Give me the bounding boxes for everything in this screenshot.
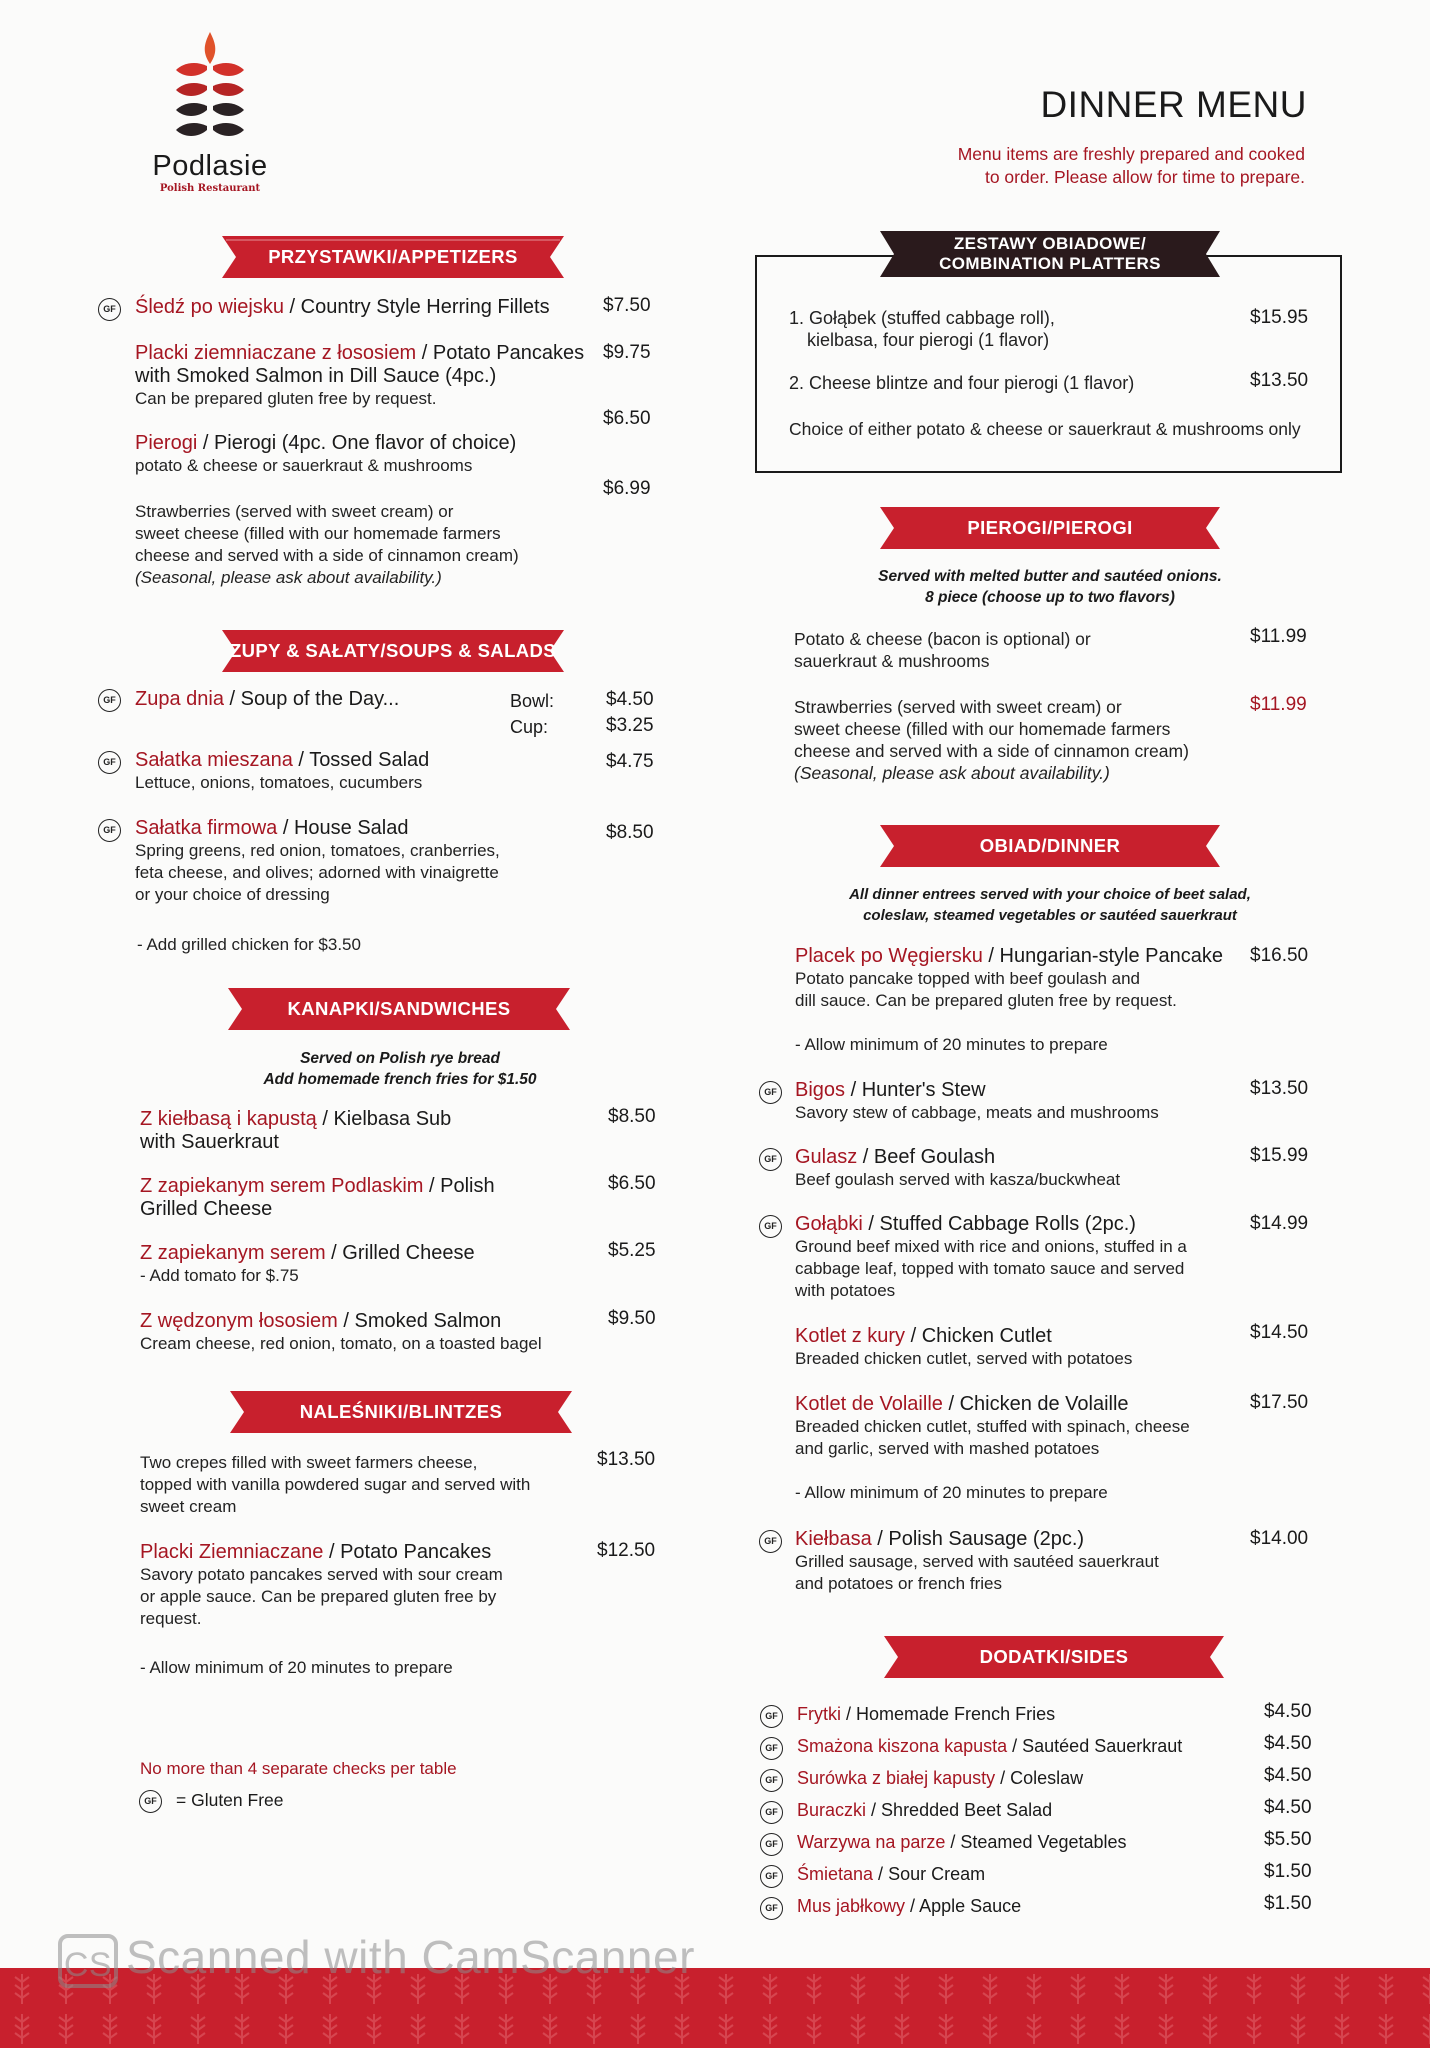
side-item-beet-salad: Buraczki / Shredded Beet Salad bbox=[797, 1800, 1053, 1820]
item-price: $6.50 bbox=[608, 1173, 656, 1194]
item-price: $15.99 bbox=[1250, 1145, 1309, 1166]
item-price: $14.50 bbox=[1250, 1322, 1309, 1343]
wheat-flame-icon bbox=[170, 30, 250, 148]
item-price: $17.50 bbox=[1250, 1392, 1309, 1413]
banner-sandwiches: KANAPKI/SANDWICHES bbox=[228, 988, 570, 1030]
side-item-coleslaw: Surówka z białej kapusty / Coleslaw bbox=[797, 1768, 1084, 1788]
menu-item-polish-grilled-cheese: Z zapiekanym serem Podlaskim / Polish Grilled Cheese bbox=[140, 1175, 495, 1220]
item-price: $12.50 bbox=[597, 1540, 656, 1561]
item-price: $1.50 bbox=[1264, 1893, 1312, 1914]
side-item-sauerkraut: Smażona kiszona kapusta / Sautéed Sauerkraut bbox=[797, 1736, 1183, 1756]
item-price: $4.50 bbox=[1264, 1733, 1312, 1754]
combo-note: Choice of either potato & cheese or sauerkraut & mushrooms only bbox=[789, 419, 1301, 439]
gluten-free-icon: GF bbox=[760, 1897, 783, 1920]
menu-item-potato-pancakes-salmon: Placki ziemniaczane z łososiem / Potato Pancakes with Smoked Salmon in Dill Sauce (4pc.) Can be prepared gluten free by request. bbox=[135, 342, 585, 408]
camscanner-watermark: CS Scanned with CamScanner bbox=[58, 1930, 695, 1988]
gluten-free-icon: GF bbox=[98, 298, 121, 321]
dinner-item-gulasz: Gulasz / Beef Goulash Beef goulash served with kasza/buckwheat bbox=[795, 1146, 1121, 1189]
item-price: $8.50 bbox=[606, 822, 654, 843]
side-item-fries: Frytki / Homemade French Fries bbox=[797, 1704, 1056, 1724]
menu-item-sweet-pierogi: Strawberries (served with sweet cream) or sweet cheese (filled with our homemade farmers cheese and served with a side of cinnamon cream) (Seasonal, please ask about availability.) bbox=[135, 502, 519, 587]
dinner-item-kielbasa: Kiełbasa / Polish Sausage (2pc.) Grilled sausage, served with sautéed sauerkraut and potatoes or french fries bbox=[795, 1528, 1159, 1593]
banner-pierogi: PIEROGI/PIEROGI bbox=[880, 507, 1220, 549]
item-price: $4.50 bbox=[1264, 1797, 1312, 1818]
gluten-free-icon: GF bbox=[760, 1737, 783, 1760]
banner-soups-salads: ZUPY & SAŁATY/SOUPS & SALADS bbox=[222, 630, 564, 672]
item-price: $1.50 bbox=[1264, 1861, 1312, 1882]
menu-item-house-salad: Sałatka firmowa / House Salad Spring greens, red onion, tomatoes, cranberries, feta cheese, and olives; adorned with vinaigrette or your choice of dressing bbox=[135, 817, 500, 904]
item-price: $5.25 bbox=[608, 1240, 656, 1261]
checks-note: No more than 4 separate checks per table bbox=[140, 1759, 457, 1778]
item-price: $9.50 bbox=[608, 1308, 656, 1329]
gluten-free-icon: GF bbox=[760, 1705, 783, 1728]
item-price: $7.50 bbox=[603, 295, 651, 316]
banner-appetizers: PRZYSTAWKI/APPETIZERS bbox=[222, 236, 564, 278]
camscanner-logo-icon: CS bbox=[58, 1934, 118, 1988]
restaurant-tagline: Polish Restaurant bbox=[159, 183, 261, 194]
menu-item-kielbasa-sub: Z kiełbasą i kapustą / Kielbasa Sub with Sauerkraut bbox=[140, 1108, 452, 1153]
gluten-free-icon: GF bbox=[759, 1215, 782, 1238]
item-price: $5.50 bbox=[1264, 1829, 1312, 1850]
soup-cup-price: $3.25 bbox=[606, 715, 654, 736]
gluten-free-icon: GF bbox=[759, 1081, 782, 1104]
item-price: $13.50 bbox=[597, 1449, 656, 1470]
item-price: $14.00 bbox=[1250, 1528, 1309, 1549]
side-item-vegetables: Warzywa na parze / Steamed Vegetables bbox=[797, 1832, 1127, 1852]
item-price: $8.50 bbox=[608, 1106, 656, 1127]
item-price: $15.95 bbox=[1250, 307, 1309, 328]
gluten-free-icon: GF bbox=[760, 1801, 783, 1824]
item-price: $16.50 bbox=[1250, 945, 1309, 966]
item-price: $6.50 bbox=[603, 408, 651, 429]
menu-item-smoked-salmon: Z wędzonym łososiem / Smoked Salmon Cream cheese, red onion, tomato, on a toasted bagel bbox=[140, 1310, 542, 1353]
sandwiches-note: Served on Polish rye bread Add homemade french fries for $1.50 bbox=[263, 1050, 537, 1088]
blintzes-prep-note: - Allow minimum of 20 minutes to prepare bbox=[140, 1658, 453, 1677]
dinner-item-chicken-cutlet: Kotlet z kury / Chicken Cutlet Breaded chicken cutlet, served with potatoes bbox=[795, 1325, 1133, 1368]
pierogi-item-savory: Potato & cheese (bacon is optional) or sauerkraut & mushrooms bbox=[794, 629, 1091, 671]
menu-item-tossed-salad: Sałatka mieszana / Tossed Salad Lettuce, onions, tomatoes, cucumbers bbox=[135, 749, 430, 792]
dinner-item-hungarian-pancake: Placek po Węgiersku / Hungarian-style Pancake Potato pancake topped with beef goulash and dill sauce. Can be prepared gluten free by request. - Allow minimum of 20 minutes to prepare bbox=[795, 945, 1224, 1054]
salad-addon: - Add grilled chicken for $3.50 bbox=[137, 935, 361, 954]
pierogi-note: Served with melted butter and sautéed onions. 8 piece (choose up to two flavors) bbox=[878, 568, 1222, 606]
dinner-note: All dinner entrees served with your choice of beet salad, coleslaw, steamed vegetables or sautéed sauerkraut bbox=[849, 886, 1251, 924]
restaurant-logo bbox=[150, 30, 270, 200]
menu-item-blintzes: Two crepes filled with sweet farmers cheese, topped with vanilla powdered sugar and served with sweet cream bbox=[140, 1453, 531, 1516]
soup-cup-label: Cup: bbox=[510, 717, 549, 737]
menu-note: Menu items are freshly prepared and cooked to order. Please allow for time to prepare. bbox=[957, 144, 1305, 187]
item-price: $11.99 bbox=[1250, 694, 1307, 715]
item-price: $11.99 bbox=[1250, 626, 1307, 647]
dinner-item-golabki: Gołąbki / Stuffed Cabbage Rolls (2pc.) Ground beef mixed with rice and onions, stuffed in a cabbage leaf, topped with tomato sauce and served with potatoes bbox=[795, 1213, 1187, 1300]
banner-dinner: OBIAD/DINNER bbox=[880, 825, 1220, 867]
gluten-free-icon: GF bbox=[98, 751, 121, 774]
menu-title: DINNER MENU bbox=[1040, 84, 1307, 125]
gluten-free-icon: GF bbox=[760, 1865, 783, 1888]
dinner-item-bigos: Bigos / Hunter's Stew Savory stew of cabbage, meats and mushrooms bbox=[795, 1079, 1159, 1122]
combo-item-2: 2. Cheese blintze and four pierogi (1 flavor) bbox=[789, 373, 1135, 393]
dinner-item-chicken-de-volaille: Kotlet de Volaille / Chicken de Volaille Breaded chicken cutlet, stuffed with spinach, cheese and garlic, served with mashed potatoes - Allow minimum of 20 minutes to prepare bbox=[795, 1393, 1190, 1502]
gluten-free-icon: GF bbox=[139, 1790, 162, 1813]
side-item-apple-sauce: Mus jabłkowy / Apple Sauce bbox=[797, 1896, 1022, 1916]
gf-legend: = Gluten Free bbox=[176, 1790, 284, 1810]
banner-combination-platters: ZESTAWY OBIADOWE/ COMBINATION PLATTERS bbox=[880, 231, 1220, 277]
item-price: $4.50 bbox=[1264, 1765, 1312, 1786]
gluten-free-icon: GF bbox=[98, 689, 121, 712]
banner-blintzes: NALEŚNIKI/BLINTZES bbox=[230, 1391, 572, 1433]
menu-item-potato-pancakes: Placki Ziemniaczane / Potato Pancakes Savory potato pancakes served with sour cream or apple sauce. Can be prepared gluten free by request. bbox=[140, 1541, 503, 1628]
side-item-sour-cream: Śmietana / Sour Cream bbox=[797, 1864, 986, 1884]
soup-bowl-label: Bowl: bbox=[510, 691, 555, 711]
menu-item-herring: Śledź po wiejsku / Country Style Herring Fillets bbox=[135, 296, 550, 318]
item-price: $13.50 bbox=[1250, 1078, 1309, 1099]
item-price: $13.50 bbox=[1250, 370, 1309, 391]
gluten-free-icon: GF bbox=[98, 819, 121, 842]
gluten-free-icon: GF bbox=[759, 1530, 782, 1553]
banner-sides: DODATKI/SIDES bbox=[884, 1636, 1224, 1678]
soup-bowl-price: $4.50 bbox=[606, 689, 654, 710]
combo-item-1: 1. Gołąbek (stuffed cabbage roll), kielbasa, four pierogi (1 flavor) bbox=[789, 308, 1055, 350]
item-price: $9.75 bbox=[603, 342, 651, 363]
menu-item-soup: Zupa dnia / Soup of the Day... bbox=[135, 688, 400, 710]
gluten-free-icon: GF bbox=[759, 1148, 782, 1171]
menu-item-grilled-cheese: Z zapiekanym serem / Grilled Cheese - Add tomato for $.75 bbox=[140, 1242, 475, 1285]
item-price: $6.99 bbox=[603, 478, 651, 499]
gluten-free-icon: GF bbox=[760, 1769, 783, 1792]
gluten-free-icon: GF bbox=[760, 1833, 783, 1856]
menu-item-pierogi-appetizer: Pierogi / Pierogi (4pc. One flavor of choice) potato & cheese or sauerkraut & mushrooms bbox=[135, 432, 517, 475]
restaurant-name: Podlasie bbox=[152, 150, 268, 182]
item-price: $14.99 bbox=[1250, 1213, 1309, 1234]
item-price: $4.75 bbox=[606, 751, 654, 772]
item-price: $4.50 bbox=[1264, 1701, 1312, 1722]
combination-platters-box bbox=[755, 255, 1342, 473]
pierogi-item-sweet: Strawberries (served with sweet cream) or sweet cheese (filled with our homemade farmers cheese and served with a side of cinnamon cream) (Seasonal, please ask about availability.) bbox=[794, 697, 1189, 783]
